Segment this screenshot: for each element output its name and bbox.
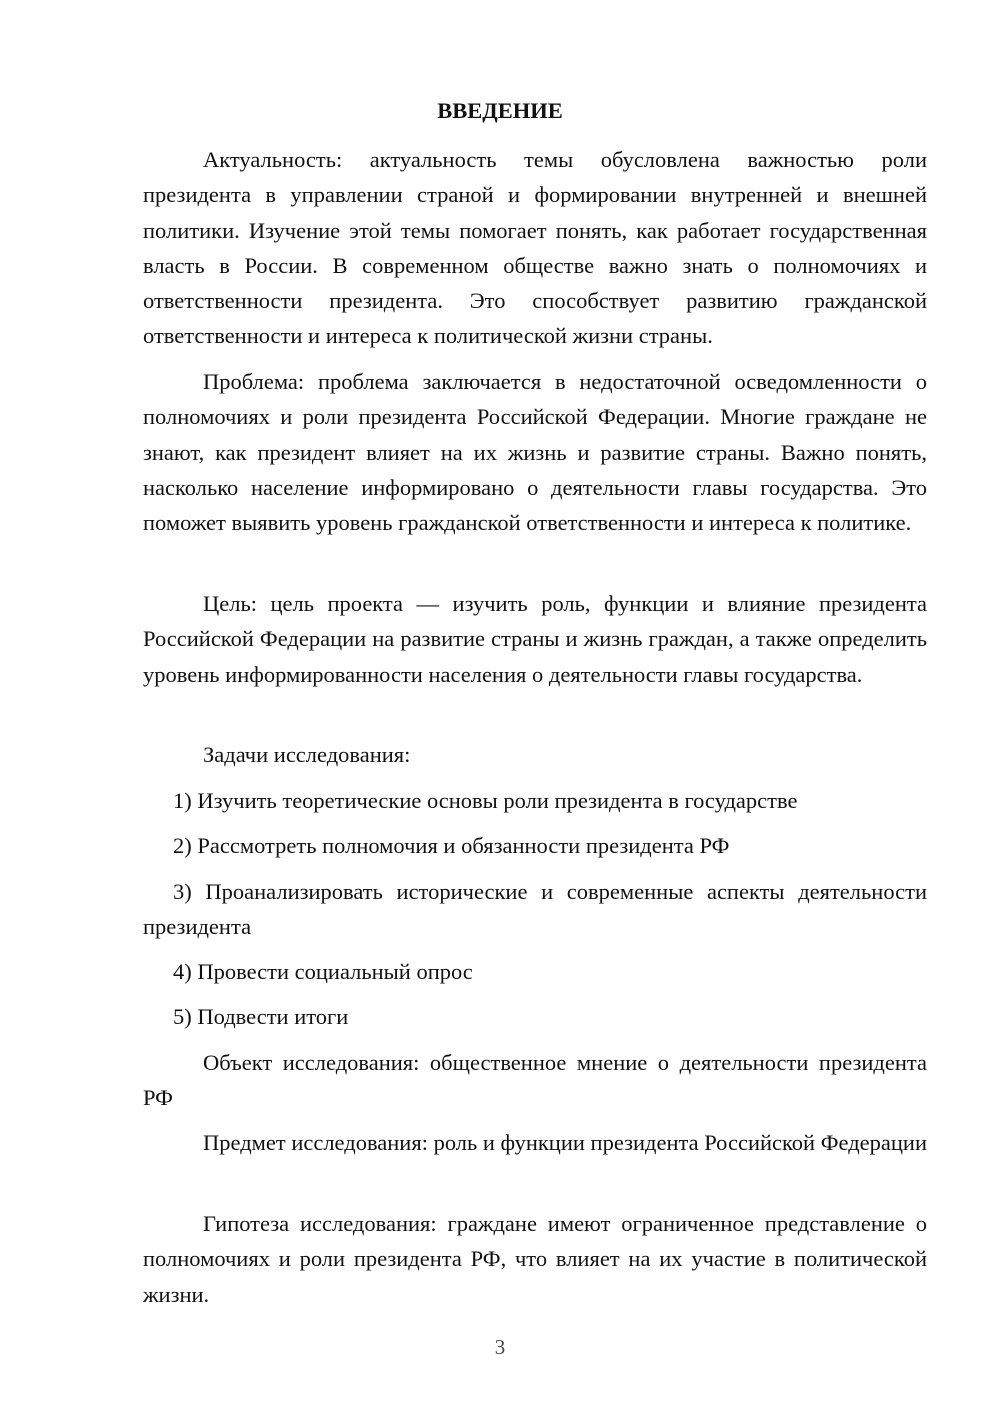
task-item-3: 3) Проанализировать исторические и современные аспекты деятельности президента: [143, 879, 927, 940]
paragraph-goal: Цель: цель проекта — изучить роль, функции и влияние президента Российской Федерации на развитие страны и жизнь граждан, а также определить уровень информированности населения о деятельности главы государства.: [143, 591, 927, 687]
paragraph-problem: Проблема: проблема заключается в недостаточной осведомленности о полномочиях и роли президента Российской Федерации. Многие граждане не знают, как президент влияет на их жизнь и развитие страны. Важно понять, насколько население информировано о деятельности главы государства. Это поможет выявить уровень гражданской ответственности и интереса к политике.: [143, 369, 927, 536]
paragraph-hypothesis: Гипотеза исследования: граждане имеют ограниченное представление о полномочиях и роли президента РФ, что влияет на их участие в политической жизни.: [143, 1211, 927, 1307]
paragraph-object: Объект исследования: общественное мнение о деятельности президента РФ: [143, 1050, 927, 1111]
page-number: 3: [494, 1335, 506, 1359]
task-item-2: 2) Рассмотреть полномочия и обязанности президента РФ: [173, 833, 730, 858]
task-item-4: 4) Провести социальный опрос: [173, 959, 473, 984]
page-title: ВВЕДЕНИЕ: [437, 98, 563, 123]
task-item-5: 5) Подвести итоги: [173, 1004, 349, 1029]
tasks-heading: Задачи исследования:: [203, 742, 411, 767]
paragraph-relevance: Актуальность: актуальность темы обусловлена важностью роли президента в управлении страной и формировании внутренней и внешней политики. Изучение этой темы помогает понять, как работает государственная власть в России. В современном обществе важно знать о полномочиях и ответственности президента. Это способствует развитию гражданской ответственности и интереса к политической жизни страны.: [143, 147, 927, 349]
paragraph-subject: Предмет исследования: роль и функции президента Российской Федерации: [203, 1130, 927, 1155]
task-item-1: 1) Изучить теоретические основы роли президента в государстве: [173, 788, 798, 813]
